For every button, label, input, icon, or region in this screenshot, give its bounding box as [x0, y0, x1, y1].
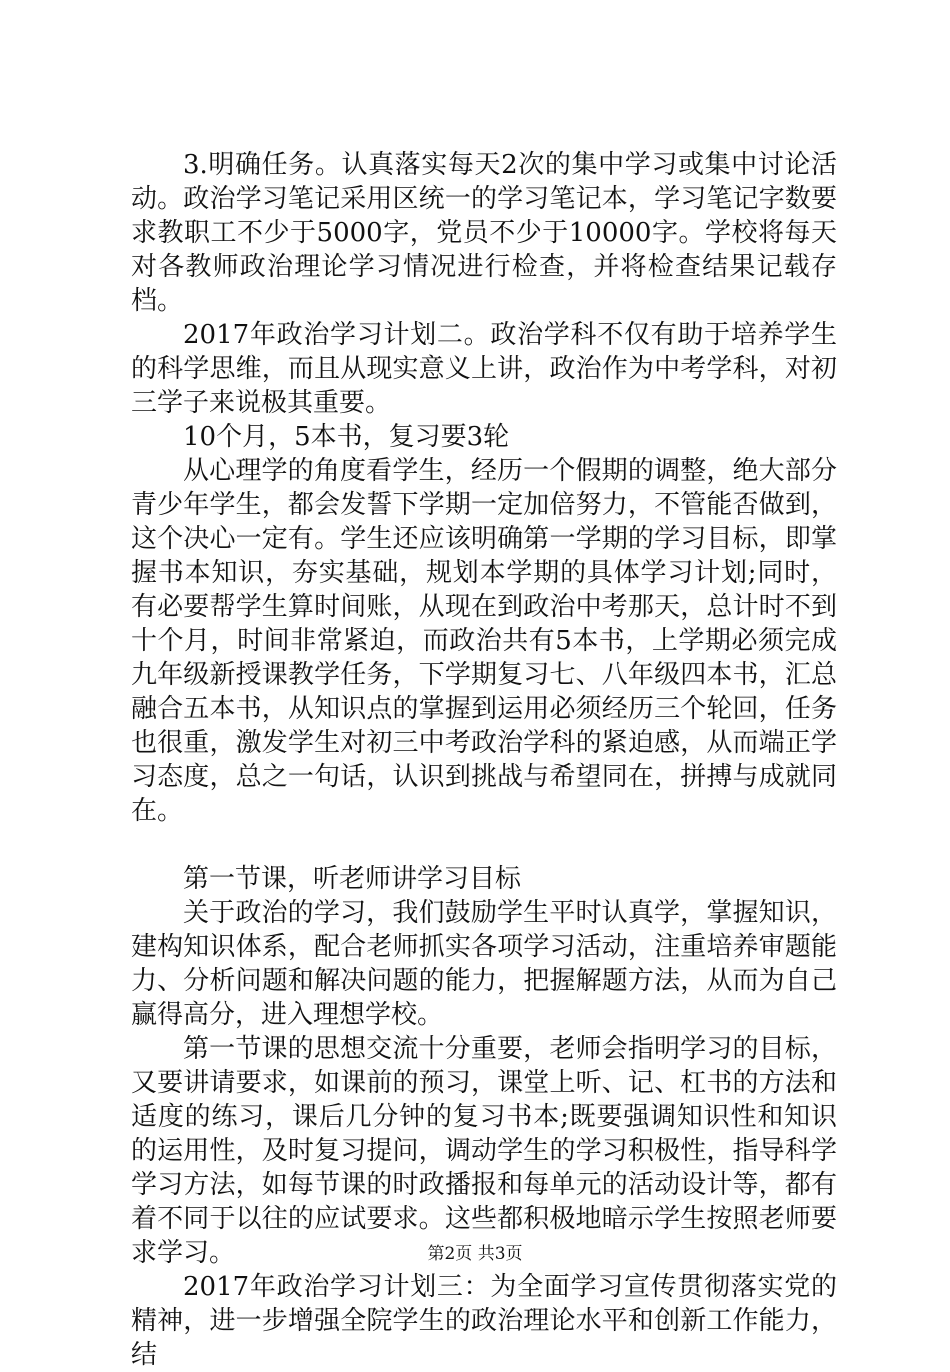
- paragraph-review-subheading: 10个月，5本书，复习要3轮: [183, 422, 510, 452]
- document-body: [131, 148, 837, 1372]
- paragraph-first-lesson-heading: 第一节课，听老师讲学习目标: [183, 864, 522, 894]
- paragraph-task-clarification: 3.明确任务。认真落实每天2次的集中学习或集中讨论活动。政治学习笔记采用区统一的学习笔记本，学习笔记字数要求教职工不少于5000字，党员不少于10000字。学校将每天对各教师政治理论学习情况进行检查，并将检查结果记载存档。: [131, 150, 837, 316]
- paragraph-study-plan-three: 2017年政治学习计划三：为全面学习宣传贯彻落实党的精神，进一步增强全院学生的政治理论水平和创新工作能力，结: [131, 1272, 837, 1370]
- paragraph-psychology: 从心理学的角度看学生，经历一个假期的调整，绝大部分青少年学生，都会发誓下学期一定加倍努力，不管能否做到，这个决心一定有。学生还应该明确第一学期的学习目标，即掌握书本知识，夯实基础，规划本学期的具体学习计划;同时，有必要帮学生算时间账，从现在到政治中考那天，总计时不到十个月，时间非常紧迫，而政治共有5本书，上学期必须完成九年级新授课教学任务，下学期复习七、八年级四本书，汇总融合五本书，从知识点的掌握到运用必须经历三个轮回，任务也很重，激发学生对初三中考政治学科的紧迫感，从而端正学习态度，总之一句话，认识到挑战与希望同在，拼搏与成就同在。: [131, 456, 837, 826]
- paragraph-study-plan-two: 2017年政治学习计划二。政治学科不仅有助于培养学生的科学思维，而且从现实意义上讲，政治作为中考学科，对初三学子来说极其重要。: [131, 320, 837, 418]
- page-footer: 第2页 共3页: [427, 1244, 523, 1264]
- paragraph-learning-encouragement: 关于政治的学习，我们鼓励学生平时认真学，掌握知识，建构知识体系，配合老师抓实各项学习活动，注重培养审题能力、分析问题和解决问题的能力，把握解题方法，从而为自己赢得高分，进入理想学校。: [131, 898, 837, 1030]
- paragraph-first-lesson-exchange: 第一节课的思想交流十分重要，老师会指明学习的目标，又要讲请要求，如课前的预习，课堂上听、记、杠书的方法和适度的练习，课后几分钟的复习书本;既要强调知识性和知识的运用性，及时复习提问，调动学生的学习积极性，指导科学学习方法，如每节课的时政播报和每单元的活动设计等，都有着不同于以往的应试要求。这些都积极地暗示学生按照老师要求学习。: [131, 1034, 837, 1268]
- paragraph-spacer: [131, 828, 837, 862]
